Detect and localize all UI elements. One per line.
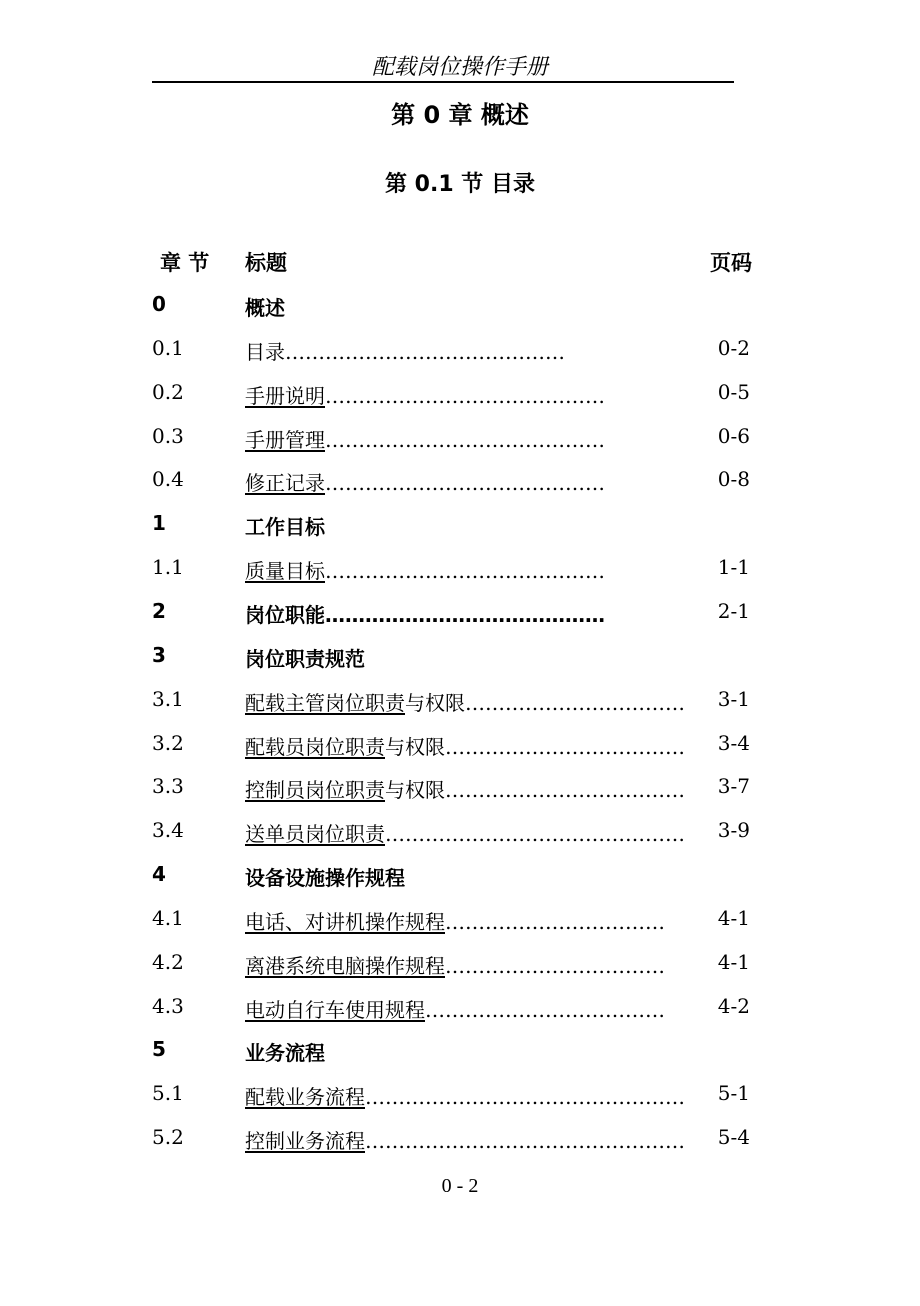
toc-row[interactable] — [0, 292, 920, 322]
toc-row-title[interactable] — [245, 424, 660, 453]
toc-row-link-text[interactable]: 修正记录 — [245, 471, 325, 496]
chapter-title: 第 0 章 概述 — [391, 101, 529, 129]
toc-row-title[interactable] — [245, 687, 685, 716]
toc-row-link-text[interactable]: 质量目标 — [245, 559, 325, 584]
toc-row-title[interactable] — [245, 511, 660, 540]
toc-row-number: 4.3 — [152, 993, 184, 1018]
toc-row[interactable] — [0, 643, 920, 673]
toc-row-number: 2 — [152, 598, 166, 623]
toc-row-page: 4-2 — [717, 993, 750, 1018]
toc-row-number: 5 — [152, 1037, 166, 1062]
toc-row-number: 4 — [152, 862, 166, 887]
toc-row-leader-dots: ……………………………… — [445, 778, 685, 803]
section-title: 第 0.1 节 目录 — [385, 172, 535, 197]
toc-row-link-text[interactable]: 电动自行车使用规程 — [245, 997, 425, 1022]
toc-row-title[interactable] — [245, 380, 660, 409]
toc-row-leader-dots: ……………………………… — [425, 997, 665, 1022]
toc-row-number: 5.2 — [152, 1125, 184, 1150]
toc-row-leader-dots: …………………………………… — [325, 602, 605, 627]
toc-row-page: 4-1 — [717, 905, 750, 930]
toc-row-leader-dots: …………………………………… — [325, 427, 605, 452]
toc-row-page: 0-2 — [717, 335, 750, 360]
toc-row-link-text[interactable]: 岗位职能 — [245, 602, 325, 627]
toc-row-link-text[interactable]: 送单员岗位职责 — [245, 822, 385, 847]
column-header-page: 页码 — [710, 251, 752, 275]
toc-row-title-rest: 与权限 — [385, 734, 445, 759]
toc-row[interactable] — [0, 731, 920, 761]
toc-row-title[interactable] — [245, 818, 685, 847]
toc-row-number: 0.2 — [152, 379, 184, 404]
toc-row-link-text[interactable]: 手册管理 — [245, 427, 325, 452]
toc-row-link-text[interactable]: 配载主管岗位职责 — [245, 690, 405, 715]
toc-row-page: 1-1 — [717, 555, 750, 580]
toc-row[interactable] — [0, 1081, 920, 1111]
toc-row[interactable] — [0, 511, 920, 541]
toc-row[interactable] — [0, 599, 920, 629]
toc-row-number: 3.3 — [152, 774, 184, 799]
toc-row-link-text[interactable]: 控制业务流程 — [245, 1129, 365, 1154]
toc-row-leader-dots: ………………………………………… — [365, 1085, 685, 1110]
toc-row-page: 5-4 — [717, 1125, 750, 1150]
toc-row-number: 1 — [152, 511, 166, 536]
toc-row-page: 3-1 — [717, 686, 750, 711]
toc-row-leader-dots: …………………………………… — [325, 383, 605, 408]
toc-row-title[interactable] — [245, 950, 665, 979]
toc-row-title[interactable] — [245, 906, 665, 935]
toc-row-number: 4.1 — [152, 905, 184, 930]
toc-row-leader-dots: ………………………………………… — [365, 1129, 685, 1154]
toc-row-title-rest: 与权限 — [405, 690, 465, 715]
toc-row[interactable] — [0, 336, 920, 366]
page-number: 0 - 2 — [441, 1175, 479, 1197]
column-header-chapter: 章 节 — [160, 251, 210, 275]
toc-row[interactable] — [0, 862, 920, 892]
toc-row-number: 0.1 — [152, 335, 184, 360]
toc-row-title[interactable] — [245, 774, 685, 803]
toc-row-link-text[interactable]: 概述 — [245, 296, 285, 320]
toc-row-title[interactable] — [245, 336, 660, 365]
toc-row[interactable] — [0, 994, 920, 1024]
column-header-title: 标题 — [245, 251, 287, 275]
toc-row-title[interactable] — [245, 1125, 685, 1154]
toc-row-leader-dots: ……………………………… — [445, 734, 685, 759]
toc-row-leader-dots: …………………………… — [465, 690, 685, 715]
toc-row[interactable] — [0, 906, 920, 936]
running-header-title: 配载岗位操作手册 — [371, 55, 548, 80]
toc-row-page: 0-5 — [717, 379, 750, 404]
header-rule — [152, 81, 734, 83]
toc-row-leader-dots: …………………………………… — [325, 559, 605, 584]
toc-row[interactable] — [0, 555, 920, 585]
toc-row-page: 0-8 — [717, 467, 750, 492]
toc-row-leader-dots: ……………………………………… — [385, 822, 685, 847]
toc-row-title-rest: 与权限 — [385, 778, 445, 803]
toc-row-number: 3 — [152, 642, 166, 667]
toc-row-title[interactable] — [245, 731, 685, 760]
toc-row-number: 0.3 — [152, 423, 184, 448]
toc-row[interactable] — [0, 380, 920, 410]
toc-row-title[interactable] — [245, 599, 660, 628]
toc-row[interactable] — [0, 1037, 920, 1067]
toc-row-page: 0-6 — [717, 423, 750, 448]
toc-row-title[interactable] — [245, 862, 660, 891]
toc-row-title[interactable] — [245, 555, 660, 584]
toc-row-link-text[interactable]: 工作目标 — [245, 515, 325, 540]
toc-row-page: 3-9 — [717, 818, 750, 843]
toc-row-number: 1.1 — [152, 555, 184, 580]
toc-row-title-rest: 目录 — [245, 339, 285, 364]
toc-row-number: 0.4 — [152, 467, 184, 492]
toc-row-link-text[interactable]: 设备设施操作规程 — [245, 866, 405, 891]
toc-row[interactable] — [0, 467, 920, 497]
toc-row-link-text[interactable]: 业务流程 — [245, 1041, 325, 1066]
toc-row-link-text[interactable]: 电话、对讲机操作规程 — [245, 909, 445, 934]
toc-row-link-text[interactable]: 控制员岗位职责 — [245, 778, 385, 803]
toc-row-link-text[interactable]: 手册说明 — [245, 383, 325, 408]
toc-row[interactable] — [0, 687, 920, 717]
toc-row-number: 3.1 — [152, 686, 184, 711]
toc-row[interactable] — [0, 950, 920, 980]
toc-row-link-text[interactable]: 离港系统电脑操作规程 — [245, 953, 445, 978]
toc-row-page: 5-1 — [717, 1081, 750, 1106]
toc-row-title[interactable] — [245, 643, 660, 672]
toc-row-leader-dots: …………………………………… — [285, 339, 565, 364]
toc-row-link-text[interactable]: 配载员岗位职责 — [245, 734, 385, 759]
toc-row-number: 3.2 — [152, 730, 184, 755]
toc-row-leader-dots: …………………………… — [445, 953, 665, 978]
toc-row-title[interactable] — [245, 994, 665, 1023]
toc-row[interactable] — [0, 424, 920, 454]
toc-row-page: 3-7 — [717, 774, 750, 799]
toc-row-number: 0 — [152, 292, 166, 316]
toc-row-title[interactable] — [245, 467, 660, 496]
toc-row-link-text[interactable]: 配载业务流程 — [245, 1085, 365, 1110]
toc-row-link-text[interactable]: 岗位职责规范 — [245, 646, 365, 671]
toc-row-number: 5.1 — [152, 1081, 184, 1106]
toc-row[interactable] — [0, 1125, 920, 1155]
toc-row[interactable] — [0, 774, 920, 804]
toc-row-title[interactable] — [245, 1037, 660, 1066]
toc-row-leader-dots: …………………………………… — [325, 471, 605, 496]
toc-row-leader-dots: …………………………… — [445, 909, 665, 934]
toc-row-number: 4.2 — [152, 949, 184, 974]
toc-row-title[interactable] — [245, 1081, 685, 1110]
toc-row-page: 2-1 — [717, 598, 750, 623]
toc-row-page: 4-1 — [717, 949, 750, 974]
toc-row-page: 3-4 — [717, 730, 750, 755]
toc-row-title[interactable] — [245, 292, 660, 321]
toc-row[interactable] — [0, 818, 920, 848]
toc-row-number: 3.4 — [152, 818, 184, 843]
